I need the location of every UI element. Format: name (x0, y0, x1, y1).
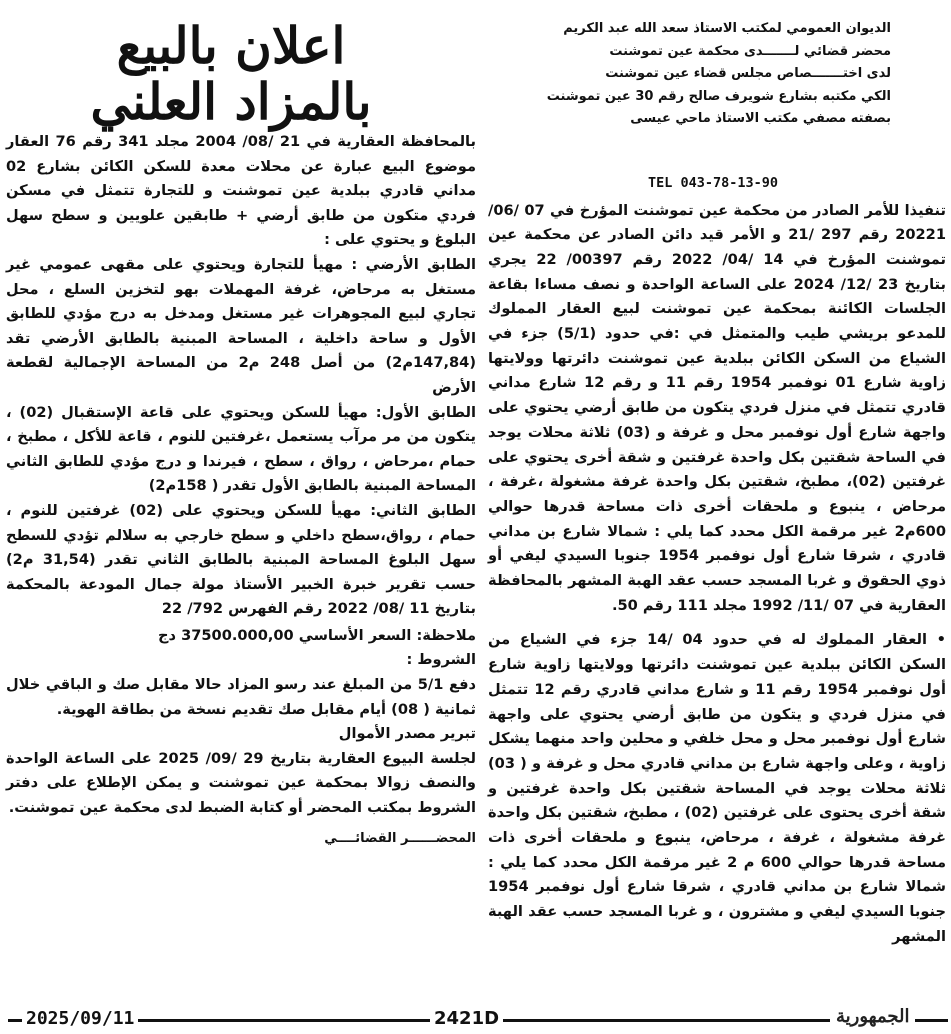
newspaper-logo: الجمهورية (830, 1006, 915, 1027)
first-floor-label: الطابق الأول: (375, 403, 477, 421)
conditions-label: الشروط : (406, 651, 476, 669)
property-paragraph: • العقار المملوك له في حدود 04 /14 جزء في الشياع من السكن الكائن ببلدية عين تموشنت دائرتها وولايتها زاوية شارع أول نوفمبر 1954 رقم 11 و شارع مداني قادري رقم 12 تتمثل في منزل فردي و يتكون من طابق أرضي يحتوي على واجهة شارع أول نوفمبر محل و محل خلفي و محلين واحد منهما يشكل زاوية ، وعلى واجهة شارع بن مداني قادري محل و غرفة و ( 03) ثلاثة محلات يوجد في المساحة شقتين بكل واحدة غرفتين و شقة أخرى يحتوى على غرفتين (02) ، مطبخ، شقتين بكل واحدة غرفة مشغولة ، غرفة ، مرحاض، ينبوع و ملحقات أخرى ذات مساحة قدرها حوالي 600 م 2 غير مرقمة الكل محدد كما يلي : شمالا شارع بن مداني قادري ، شرقا شارع أول نوفمبر 1954 جنوبا السيدي ليفي و مشترون ، و غربا المسجد حسب عقد الهبة المشهر (488, 631, 946, 945)
session-paragraph: لجلسة البيوع العقارية بتاريخ 29 /09/ 2025 على الساعة الواحدة والنصف زوالا بمحكمة عين تموشنت و يمكن الإطلاع على دفتر الشروط بمكتب المحضر أو كتابة الضبط لدى محكمة عين تموشنت. (6, 749, 477, 817)
page-number: 2421D (430, 1008, 503, 1029)
ground-floor-text: مهيأ للتجارة ويحتوي على مقهى عمومي غير مستغل به مرحاض، غرفة المهملات بهو لتخزين السلع ، محل تجاري لبيع المجوهرات غير مستغل ومدخل به درج مؤدي للطابق الأول و ساحة داخلية ، المساحة المبنية بالطابق الأرضي تقد (147,84م2) من أصل 248 م2 من المساحة الإجمالية لقطعة الأرض (6, 255, 477, 396)
header-line: الكي مكتبه بشارع شويرف صالح رقم 30 عين تموشنت (546, 88, 891, 104)
header-line: الديوان العمومي لمكتب الاستاذ سعد الله عبد الكريم (563, 21, 891, 36)
first-floor-text: مهيأ للسكن ويحتوي على قاعة الإستقبال (02) ، يتكون من مر مرآب يستعمل ،غرفتين للنوم ، قاعة للأكل ، مطبخ ، حمام ،مرحاض ، رواق ، سطح ، فيرندا و درج مؤدي للطابق الثاني المساحة المبنية بالطابق الأول تقدر ( 158م2) (6, 403, 476, 495)
second-floor-paragraph (6, 499, 476, 622)
page-footer (0, 1006, 951, 1034)
telephone-number: TEL 043-78-13-90 (648, 174, 779, 191)
note-label: ملاحظة: (416, 626, 476, 644)
right-column (488, 18, 946, 950)
header-line: لدى اختـــــــصاص مجلس قضاء عين تموشنت (605, 66, 891, 81)
title-line-1: اعلان بالبيع (116, 16, 346, 75)
header-line: بصفته مصفي مكتب الاستاذ ماحي عيسى (630, 111, 891, 126)
second-floor-label: الطابق الثاني: (370, 501, 476, 519)
conditions-text: دفع 5/1 من المبلغ عند رسو المزاد حالا مقابل صك و الباقي خلال ثمانية ( 08) أيام مقابل صك تقديم نسخة من بطاقة الهوية. (6, 676, 476, 718)
funds-origin: تبرير مصدر الأموال (338, 725, 476, 743)
bailiff-signature: المحضــــــر القضائــــي (324, 830, 476, 846)
second-floor-text: مهيأ للسكن ويحتوي على (02) غرفتين للنوم ، حمام ، رواق،سطح داخلي و سطح خارجي به سلالم تؤدي للسطح سهل البلوغ المساحة المبنية بالطابق الثاني تقدر (31,54 م2) حسب تقرير خبرة الخبير الأستاذ مولة جمال المودعة بالمحكمة بتاريخ 11 /08/ 2022 رقم الفهرس 792/ 22 (6, 501, 476, 618)
title-line-2: بالمزاد العلني (90, 72, 372, 131)
header-line: محضر قضائي لـــــــدى محكمة عين تموشنت (609, 43, 891, 59)
order-paragraph: تنفيذا للأمر الصادر من محكمة عين تموشنت المؤرخ في 07 /06/ 20221 رقم 297 /21 و الأمر قيد دائن الصادر عن محكمة عين تموشنت المؤرخ في 14 /04/ 2022 رقم 00397/ 22 يجري بتاريخ 23 /12/ 2024 على الساعة الواحدة و نصف مساءا بقاعة الجلسات الكائنة بمحكمة عين تموشنت لبيع العقار المملوك للمدعو بريشي طيب والمتمثل في :في حدود (5/1) جزء في الشياع من السكن الكائن ببلدية عين تموشنت دائرتها وولايتها زاوية شارع 01 نوفمبر 1954 رقم 11 و رقم 12 شارع مداني قادري تتمثل في منزل فردي يتكون من طابق أرضي يحتوي على واجهة شارع أول نوفمبر محل و غرفة و (03) ثلاثة محلات يوجد في الساحة شقتين بكل واحدة غرفتين و شقة أخرى يحتوي على غرفتين (02)، مطبخ، شقتين بكل واحدة غرفة مشغولة ،غرفة ، مرحاض ، ينبوع و ملحقات أخرى ذات مساحة قدرها حوالي 600م2 غير مرقمة الكل محدد كما يلي : شمالا شارع بن مداني قادري ، شرقا شارع أول نوفمبر 1954 جنوبا السيدي ليفي أو ذوي الحقوق و غربا المسجد حسب عقد الهبة المشهر بالمحافظة العقارية في 07 /11/ 1992 مجلد 111 رقم 50. (488, 201, 947, 614)
base-price: السعر الأساسي 37500.000,00 دج (157, 626, 412, 644)
first-floor-paragraph (6, 401, 476, 499)
left-column (6, 18, 476, 846)
ground-floor-label: الطابق الأرضي : (351, 255, 476, 273)
bailiff-header (488, 18, 946, 131)
issue-date: 2025/09/11 (22, 1008, 138, 1029)
ground-floor-paragraph (6, 253, 476, 401)
registry-paragraph: بالمحافظة العقارية في 21 /08/ 2004 مجلد 341 رقم 76 العقار موضوع البيع عبارة عن محلات معدة للسكن الكائن بشارع 02 مداني قادري ببلدية عين تموشنت و للتجارة تتمثل في مسكن فردي متكون من طابق أرضي + طابقين علويين و سطح سهل البلوغ و يحتوي على : (6, 133, 477, 249)
price-note (6, 624, 476, 649)
announcement-title (6, 18, 456, 130)
